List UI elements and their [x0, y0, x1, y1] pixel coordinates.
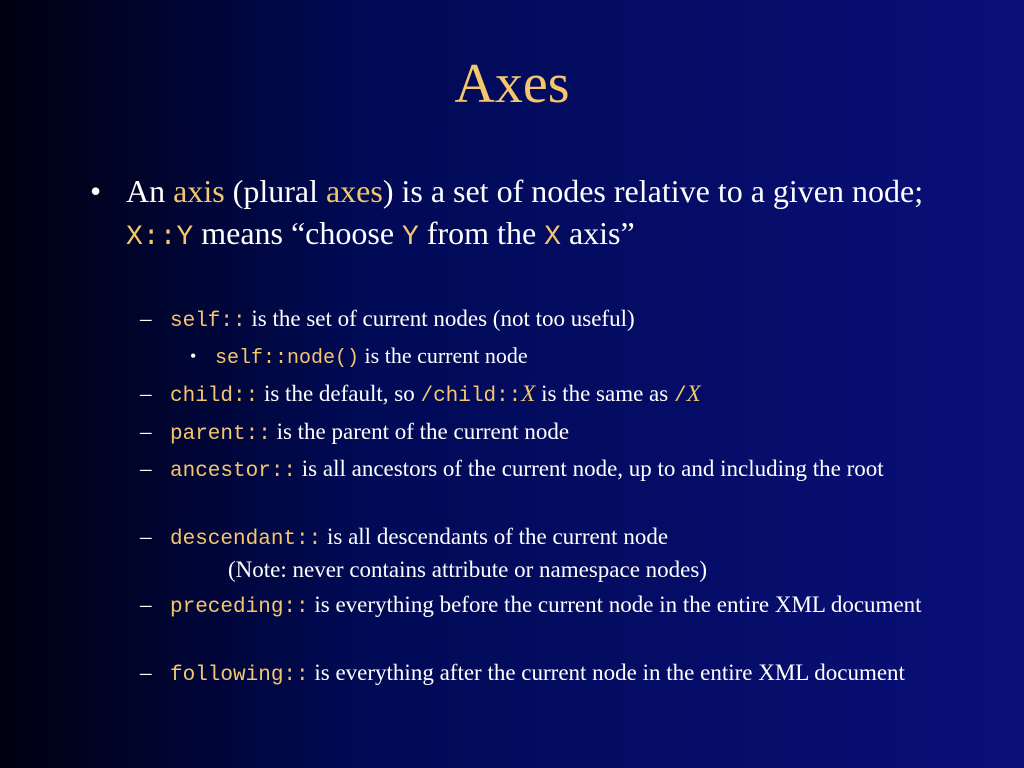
slide-title: Axes [454, 53, 570, 115]
dash-icon: – [140, 419, 152, 444]
text-run: means “choose [193, 215, 403, 251]
code-x-italic: X [686, 381, 701, 406]
text-run: from the [418, 215, 545, 251]
code-self: self:: [170, 310, 246, 333]
sub-item-text [170, 304, 950, 337]
sub-item-text [170, 417, 950, 450]
code-y: Y [402, 222, 419, 253]
code-self-node: self::node() [215, 347, 360, 370]
code-slash-child: /child:: [420, 385, 522, 408]
text-run: is the current node [359, 343, 528, 368]
text-run: axis” [560, 215, 635, 251]
dash-icon: – [140, 592, 152, 617]
dash-icon: – [140, 660, 152, 685]
text-run: is the set of current nodes (not too useful) [245, 306, 635, 331]
text-run: is the default, so [258, 381, 421, 406]
code-slash: / [673, 385, 687, 408]
text-run: is all ancestors of the current node, up to and including the root [296, 456, 884, 481]
text-run: ) is a set of nodes relative to a given node; [382, 173, 924, 209]
code-x-italic: X [521, 381, 536, 406]
dash-icon: – [140, 456, 152, 481]
text-run: is the same as [535, 381, 674, 406]
text-run: (plural [224, 173, 326, 209]
code-child: child:: [170, 385, 259, 408]
code-parent: parent:: [170, 423, 271, 446]
code-preceding: preceding:: [170, 596, 309, 619]
sub-item-text [170, 454, 950, 487]
bullet-icon: • [90, 173, 102, 209]
sub-item-text [170, 590, 950, 623]
code-x-y: X::Y [126, 222, 194, 253]
sub-item-text [170, 522, 950, 585]
code-ancestor: ancestor:: [170, 460, 297, 483]
sub-sub-item-text [215, 342, 950, 373]
bullet-icon: • [190, 346, 197, 366]
code-x: X [544, 222, 561, 253]
sub-item-text [170, 379, 950, 412]
text-run: is everything before the current node in the entire XML document [308, 592, 922, 617]
descendant-note: (Note: never contains attribute or namespace nodes) [228, 557, 707, 582]
text-run: is the parent of the current node [270, 419, 570, 444]
code-descendant: descendant:: [170, 528, 322, 551]
main-bullet-text [126, 170, 946, 259]
text-run: is all descendants of the current node [321, 524, 669, 549]
text-run: is everything after the current node in the entire XML document [308, 660, 905, 685]
keyword-axis: axis [173, 173, 225, 209]
keyword-axes: axes [325, 173, 383, 209]
sub-item-text [170, 658, 950, 691]
dash-icon: – [140, 381, 152, 406]
text-run: An [126, 173, 174, 209]
dash-icon: – [140, 524, 152, 549]
dash-icon: – [140, 306, 152, 331]
code-following: following:: [170, 664, 309, 687]
